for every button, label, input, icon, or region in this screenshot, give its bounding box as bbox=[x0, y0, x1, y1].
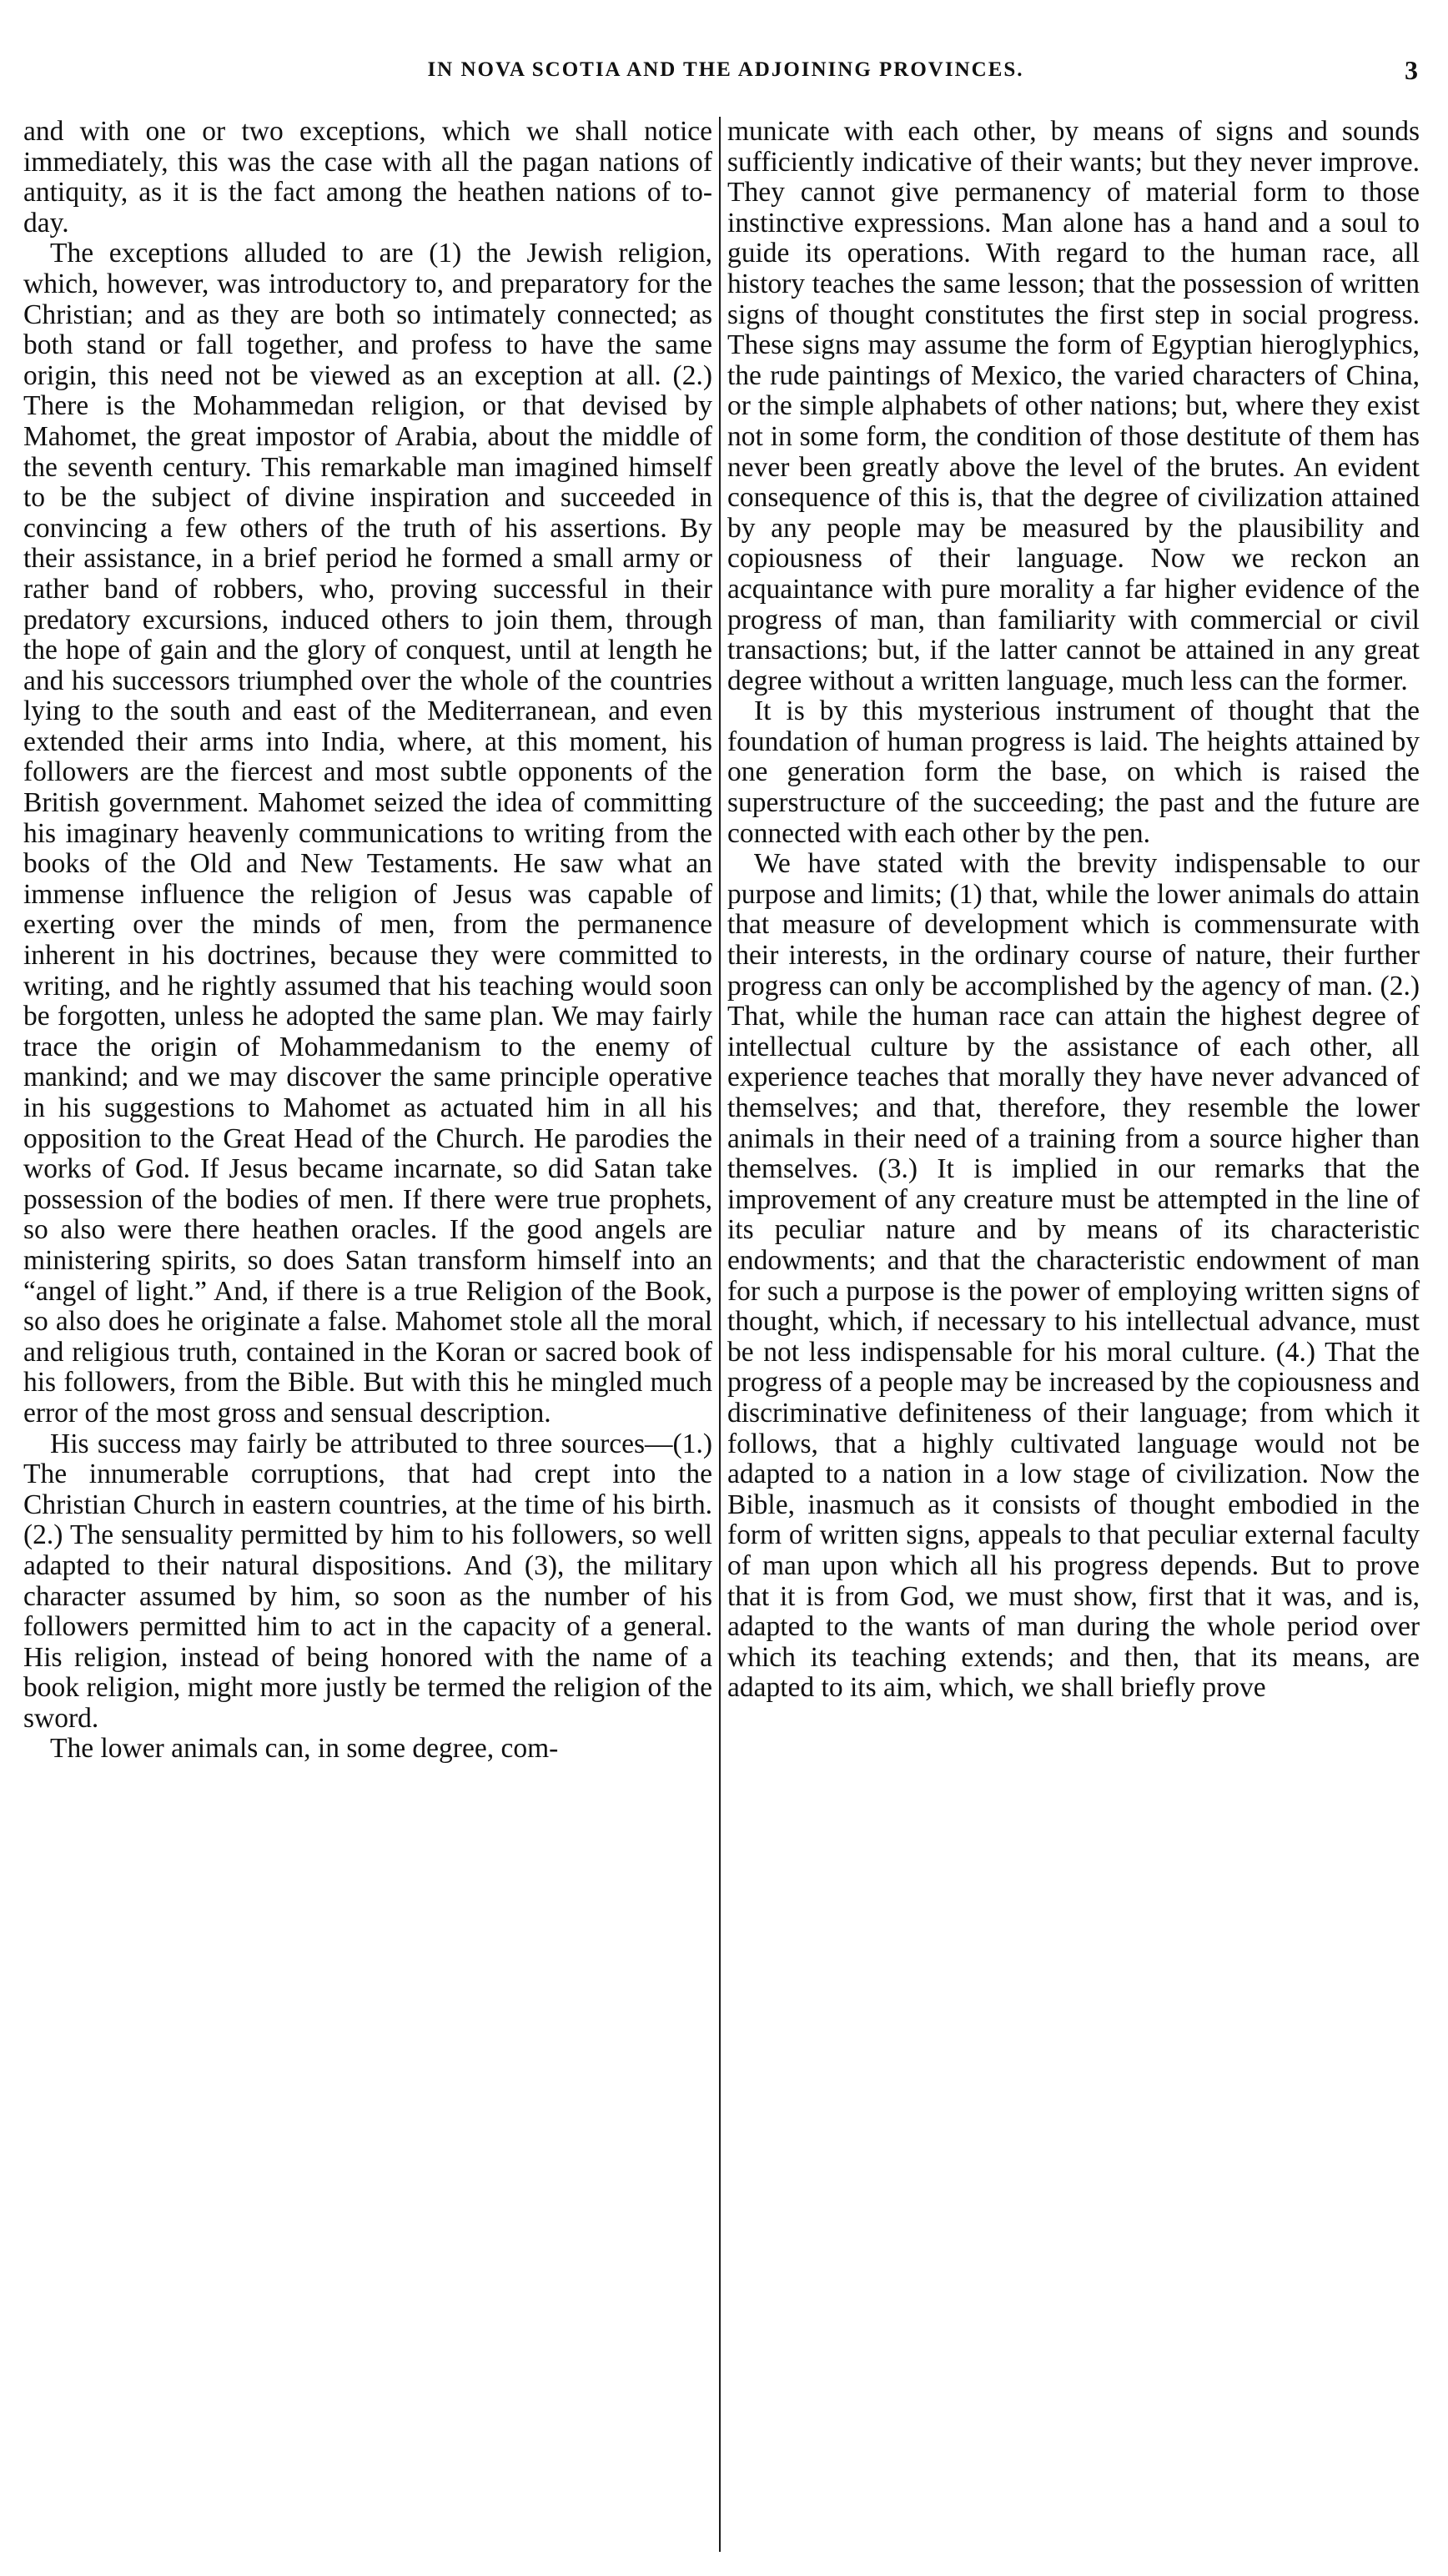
paragraph: municate with each other, by means of signs and sounds sufficiently indicative of their wants; but they never improve. They cannot give permanency of material form to those instinctive expressions. Man alone has a hand and a soul to guide its operations. With regard to the human race, all history teaches the same lesson; that the possession of written signs of thought constitutes the first step in social progress. These signs may assume the form of Egyptian hieroglyphics, the rude paintings of Mexico, the varied characters of China, or the simple alphabets of other nations; but, where they exist not in some form, the condition of those destitute of them has never been greatly above the level of the brutes. An evident consequence of this is, that the degree of civilization attained by any people may be measured by the plausibility and copiousness of their language. Now we reckon an acquaintance with pure morality a far higher evidence of the progress of man, than familiarity with commercial or civil transactions; but, if the latter cannot be attained in any great degree without a written language, much less can the former. bbox=[727, 117, 1420, 696]
page-number: 3 bbox=[1405, 55, 1418, 85]
running-head bbox=[33, 55, 1418, 92]
right-column bbox=[727, 117, 1420, 2552]
left-column bbox=[23, 117, 712, 2552]
paragraph: and with one or two exceptions, which we shall notice immediately, this was the case with all the pagan nations of antiquity, as it is the fact among the heathen nations of to-day. bbox=[23, 117, 712, 239]
paragraph: We have stated with the brevity indispensable to our purpose and limits; (1) that, while the lower animals do attain that measure of development which is commensurate with their interests, in the ordinary course of nature, their further progress can only be accomplished by the agency of man. (2.) That, while the human race can attain the highest degree of intellectual culture by the assistance of each other, all experience teaches that morally they have never advanced of themselves; and that, therefore, they resemble the lower animals in their need of a training from a source higher than themselves. (3.) It is implied in our remarks that the improvement of any creature must be attempted in the line of its peculiar nature and by means of its characteristic endowments; and that the characteristic endowment of man for such a purpose is the power of employing written signs of thought, which, if necessary to his intellectual advance, must be not less indispensable for his moral culture. (4.) That the progress of a people may be increased by the copiousness and discriminative definiteness of their language; from which it follows, that a highly cultivated language would not be adapted to a nation in a low stage of civilization. Now the Bible, inasmuch as it consists of thought embodied in the form of written signs, appeals to that peculiar external faculty of man upon which all his progress depends. But to prove that it is from God, we must show, first that it was, and is, adapted to the wants of man during the whole period over which its teaching extends; and then, that its means, are adapted to its aim, which, we shall briefly prove bbox=[727, 848, 1420, 1704]
paragraph: The lower animals can, in some degree, com- bbox=[50, 1733, 559, 1765]
paragraph: It is by this mysterious instrument of thought that the foundation of human progress is laid. The heights attained by one generation form the base, on which is raised the superstructure of the succeeding; the past and the future are connected with each other by the pen. bbox=[727, 695, 1420, 849]
paragraph: The exceptions alluded to are (1) the Jewish religion, which, however, was introductory to, and preparatory for the Christian; and as they are both so intimately connected; as both stand or fall together, and profess to have the same origin, this need not be viewed as an exception at all. (2.) There is the Mohammedan religion, or that devised by Mahomet, the great impostor of Arabia, about the middle of the seventh century. This remarkable man imagined himself to be the subject of divine inspiration and succeeded in convincing a few others of the truth of his assertions. By their assistance, in a brief period he formed a small army or rather band of robbers, who, proving successful in their predatory excursions, induced others to join them, through the hope of gain and the glory of conquest, until at length he and his successors triumphed over the whole of the countries lying to the south and east of the Mediterranean, and even extended their arms into India, where, at this moment, his followers are the fiercest and most subtle opponents of the British government. Mahomet seized the idea of committing his imaginary heavenly communications to writing from the books of the Old and New Testaments. He saw what an immense influence the religion of Jesus was capable of exerting over the minds of men, from the permanence inherent in his doctrines, because they were committed to writing, and he rightly assumed that his teaching would soon be forgotten, unless he adopted the same plan. We may fairly trace the origin of Mohammedanism to the enemy of mankind; and we may discover the same principle operative in his suggestions to Mahomet as actuated him in all his opposition to the Great Head of the Church. He parodies the works of God. If Jesus became incarnate, so did Satan take possession of the bodies of men. If there were true prophets, so also were there heathen oracles. If the good angels are ministering spirits, so does Satan transform himself into an “angel of light.” And, if there is a true Religion of the Book, so also does he originate a false. Mahomet stole all the moral and religious truth, contained in the Koran or sacred book of his followers, from the Bible. But with this he mingled much error of the most gross and sensual description. bbox=[23, 238, 712, 1429]
paragraph: His success may fairly be attributed to three sources—(1.) The innumerable corruptions, that had crept into the Christian Church in eastern countries, at the time of his birth. (2.) The sensuality permitted by him to his followers, so well adapted to their natural dispositions. And (3), the military character assumed by him, so soon as the number of his followers permitted him to act in the capacity of a general. His religion, instead of being honored with the name of a book religion, might more justly be termed the religion of the sword. bbox=[23, 1428, 712, 1734]
column-divider bbox=[719, 117, 721, 2552]
running-title: IN NOVA SCOTIA AND THE ADJOINING PROVINCES. bbox=[427, 58, 1024, 81]
